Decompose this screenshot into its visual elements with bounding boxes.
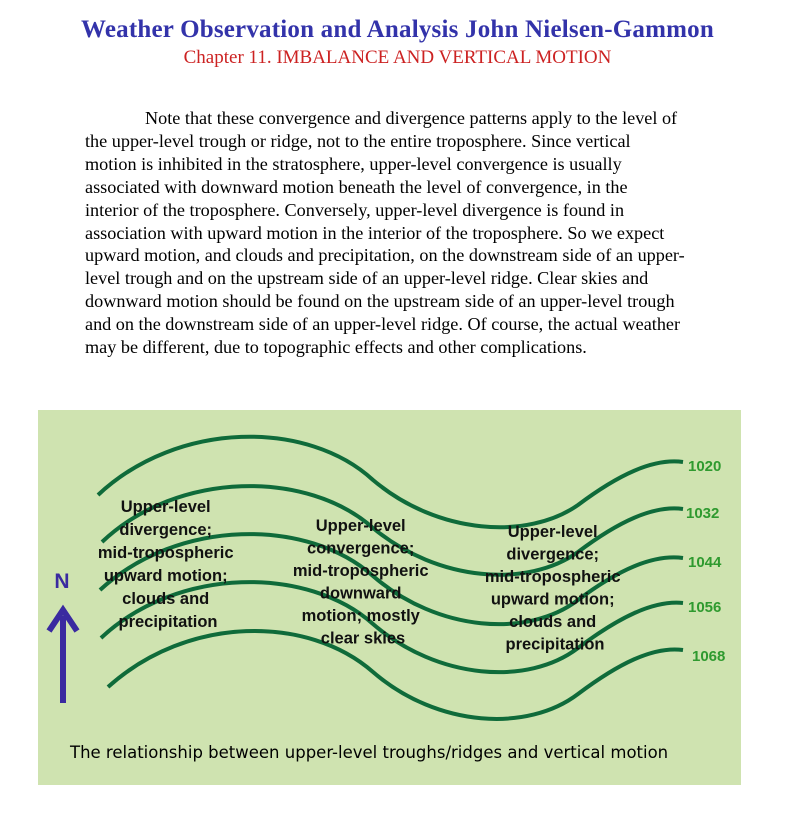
right-region-label: Upper-level divergence; mid-tropospheric upward motion; clouds and precipitation [484,523,621,654]
contour-label-1044: 1044 [688,554,722,571]
body-paragraph: Note that these convergence and divergence patterns apply to the level of the upper-level trough or ridge, not to the entire troposphere. Since vertical motion is inhibited in the stratosphere, upper-level convergence is usually associated with downward motion beneath the level of convergence, in the interior of the troposphere. Conversely, upper-level divergence is found in association with upward motion in the interior of the troposphere. So we expect upward motion, and clouds and precipitation, on the downstream side of an upper-level trough and on the upstream side of an upper-level ridge. Clear skies and downward motion should be found on the upstream side of an upper-level trough and on the downstream side of an upper-level ridge. Of course, the actual weather may be different, due to topographic effects and other complications. [85,108,685,358]
page-title: Weather Observation and Analysis John Nielsen-Gammon [81,16,714,43]
contour-label-1020: 1020 [688,458,722,475]
contour-label-1056: 1056 [688,599,722,616]
north-label: N [54,570,70,593]
figure-caption: The relationship between upper-level troughs/ridges and vertical motion [70,743,669,762]
middle-region-label: Upper-level convergence; mid-tropospheric downward motion; mostly clear skies [292,517,429,648]
left-region-label: Upper-level divergence; mid-tropospheric upward motion; clouds and precipitation [97,498,234,631]
contour-label-1068: 1068 [692,648,726,665]
contour-label-1032: 1032 [686,505,720,522]
trough-ridge-diagram [38,410,741,785]
chapter-subtitle: Chapter 11. IMBALANCE AND VERTICAL MOTION [183,47,612,68]
